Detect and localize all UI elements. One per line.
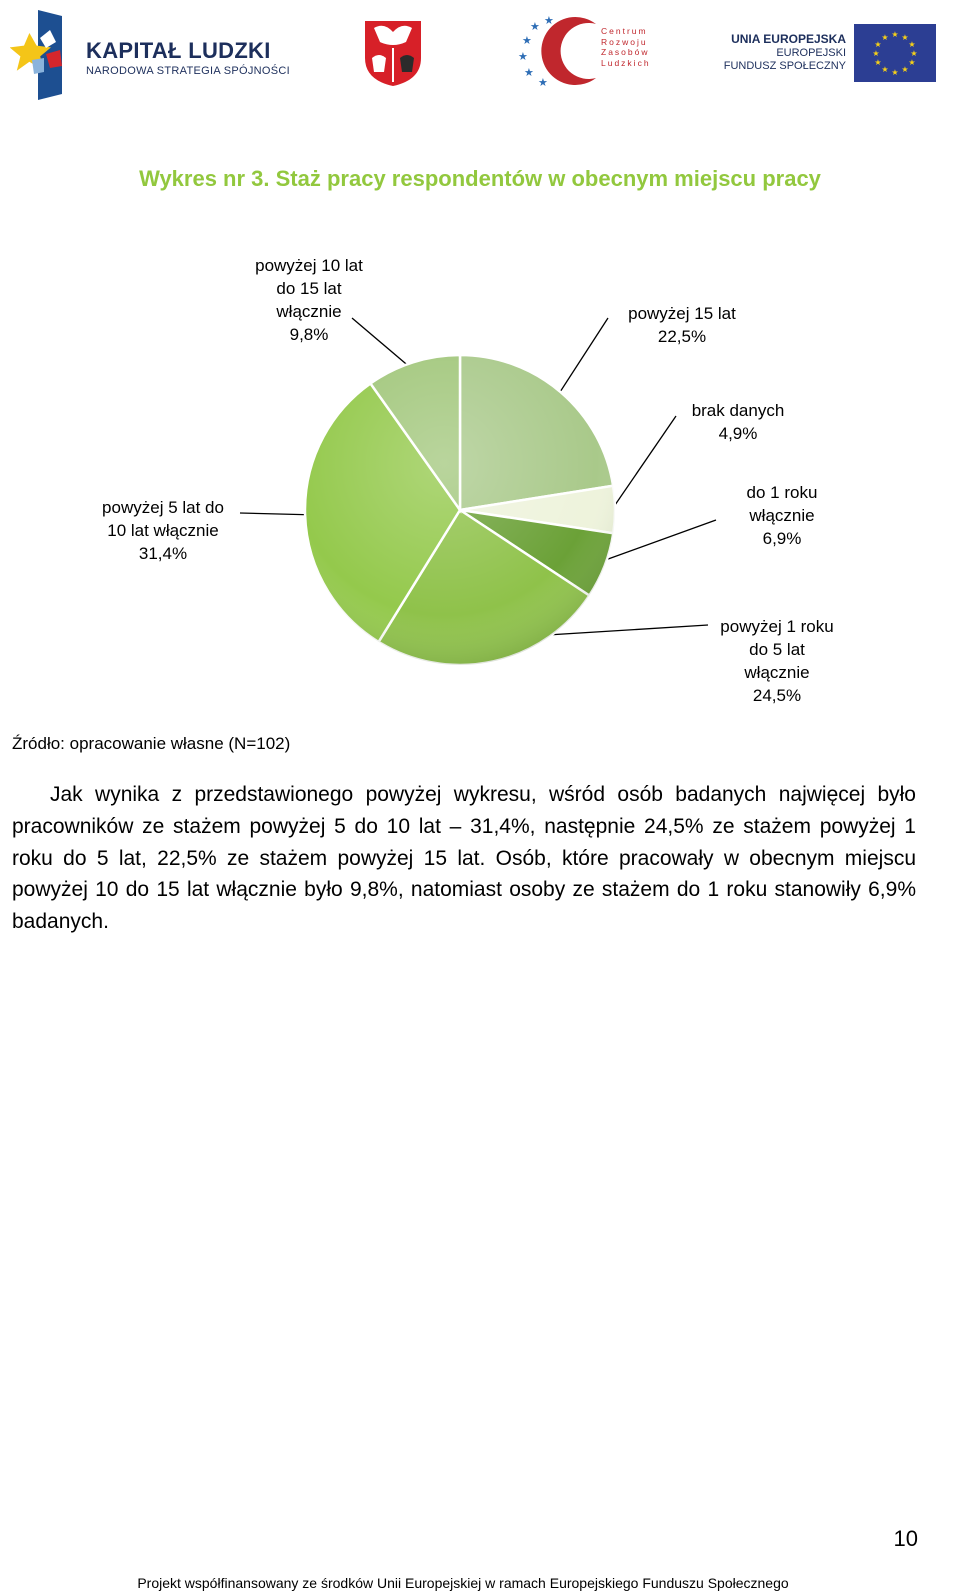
svg-text:★: ★ <box>910 49 918 58</box>
leader-line-5to10 <box>240 513 308 515</box>
svg-text:★: ★ <box>530 20 540 33</box>
label-line: brak danych <box>691 401 785 420</box>
label-5-to-10-years <box>86 496 240 565</box>
svg-text:★: ★ <box>522 34 532 47</box>
svg-text:★: ★ <box>874 40 882 49</box>
label-line: 4,9% <box>718 424 758 443</box>
kapital-ludzki-subtitle: NARODOWA STRATEGIA SPÓJNOŚCI <box>86 65 290 77</box>
kapital-ludzki-logo <box>10 10 290 100</box>
label-line: powyżej 5 lat do <box>102 498 224 517</box>
svg-text:★: ★ <box>891 30 899 39</box>
label-1-to-5-years <box>700 615 854 707</box>
label-line: powyżej 10 lat <box>255 256 363 275</box>
svg-text:★: ★ <box>908 40 916 49</box>
label-line: 10 lat włącznie <box>107 521 219 540</box>
label-line: 24,5% <box>752 686 802 705</box>
coat-of-arms-icon <box>362 18 424 88</box>
leader-line-15plus <box>558 318 608 396</box>
label-line: włącznie <box>744 663 810 682</box>
label-line: powyżej 15 lat <box>628 304 736 323</box>
label-up-to-1-year <box>716 481 848 550</box>
label-10-to-15-years <box>236 254 382 346</box>
eu-flag-icon <box>854 24 936 82</box>
label-line: włącznie <box>749 506 815 525</box>
svg-text:★: ★ <box>874 58 882 67</box>
page-number: 10 <box>893 1526 918 1551</box>
pie-slice-15plus <box>460 355 613 510</box>
body-paragraph: Jak wynika z przedstawionego powyżej wykresu, wśród osób badanych najwięcej było pracowników ze stażem powyżej 5 do 10 lat – 31,4%, następnie 24,5% ze stażem powyżej 1 roku do 5 lat, 22,5% ze stażem powyżej 15 lat. Osób, które pracowały w obecnym miejscu powyżej 10 do 15 lat włącznie było 9,8%, natomiast osoby ze stażem do 1 roku stanowiły 6,9% badanych. <box>12 783 916 934</box>
pie-slices <box>305 355 615 665</box>
label-line: 9,8% <box>289 325 329 344</box>
kapital-ludzki-emblem <box>10 10 80 100</box>
svg-text:★: ★ <box>872 49 880 58</box>
chart-source: Źródło: opracowanie własne (N=102) <box>12 734 291 753</box>
svg-text:★: ★ <box>544 14 554 27</box>
label-line: 6,9% <box>762 529 802 548</box>
eu-line-3: FUNDUSZ SPOŁECZNY <box>723 60 846 72</box>
label-over-15-years <box>606 302 758 348</box>
eu-logo <box>723 22 936 84</box>
coat-of-arms-logo <box>362 18 424 88</box>
chart-title: Wykres nr 3. Staż pracy respondentów w obecnym miejscu pracy <box>139 166 821 191</box>
eu-line-2: EUROPEJSKI <box>776 47 846 59</box>
label-line: 31,4% <box>138 544 188 563</box>
label-line: włącznie <box>276 302 342 321</box>
svg-text:★: ★ <box>901 33 909 42</box>
svg-text:★: ★ <box>538 76 548 88</box>
leader-line-brak <box>612 416 676 510</box>
svg-text:★: ★ <box>901 65 909 74</box>
svg-text:★: ★ <box>908 58 916 67</box>
label-no-data <box>670 399 806 445</box>
label-line: do 15 lat <box>276 279 342 298</box>
crzl-logo <box>518 14 668 88</box>
label-line: powyżej 1 roku <box>720 617 834 636</box>
label-line: do 1 roku <box>746 483 818 502</box>
svg-text:★: ★ <box>524 66 534 79</box>
svg-text:★: ★ <box>881 65 889 74</box>
svg-text:★: ★ <box>518 50 528 63</box>
eu-line-1: UNIA EUROPEJSKA <box>731 32 846 46</box>
svg-text:★: ★ <box>891 68 899 77</box>
footer-note: Projekt współfinansowany ze środków Unii Europejskiej w ramach Europejskiego Funduszu Społecznego <box>137 1575 789 1591</box>
svg-text:★: ★ <box>881 33 889 42</box>
label-line: 22,5% <box>657 327 707 346</box>
kapital-ludzki-title: KAPITAŁ LUDZKI <box>86 38 271 63</box>
crzl-name: Centrum Rozwoju Zasobów Ludzkich <box>601 26 651 68</box>
label-line: do 5 lat <box>749 640 805 659</box>
crzl-emblem <box>518 14 598 88</box>
